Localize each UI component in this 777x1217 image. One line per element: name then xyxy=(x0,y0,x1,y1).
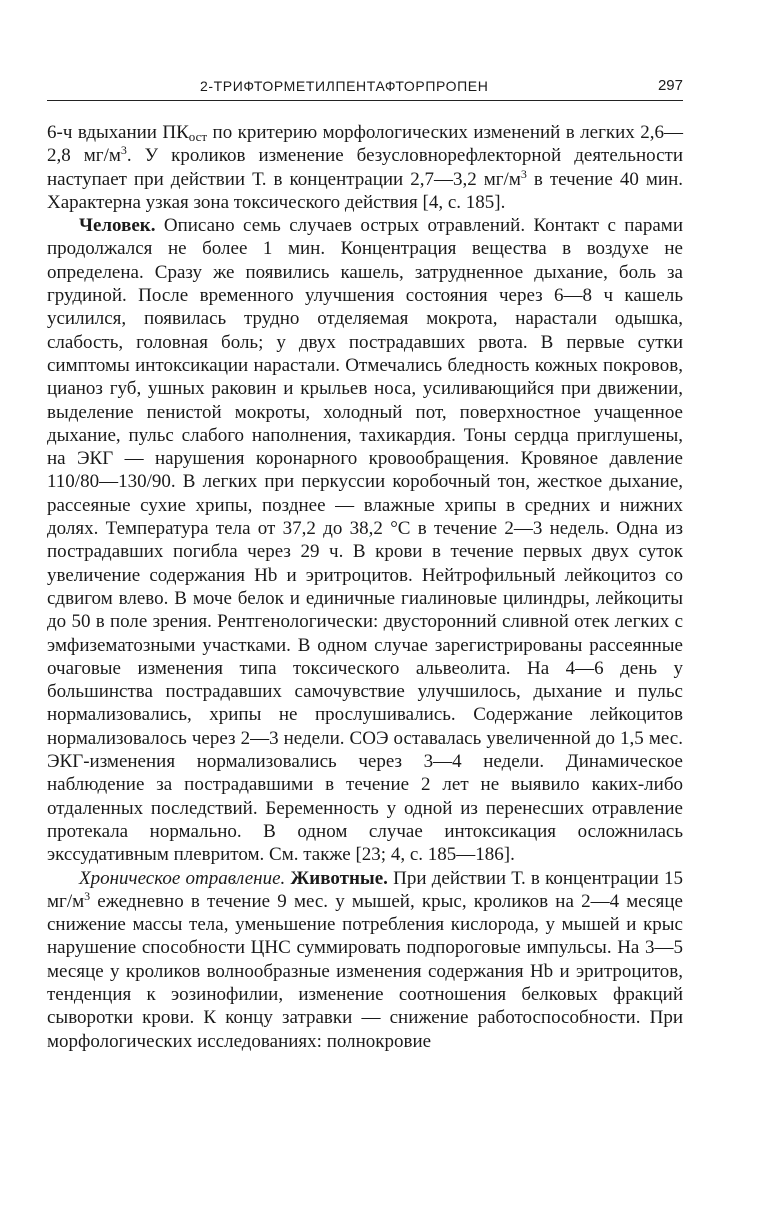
running-title: 2-ТРИФТОРМЕТИЛПЕНТАФТОРПРОПЕН xyxy=(200,78,489,94)
text-run: Описано семь случаев острых отравлений. Контакт с парами продолжался не более 1 мин. Концентрация вещества в воздухе не определена. Сразу же появились кашель, затрудненное дыхание, боль за грудиной. После временного улучшения состояния через 6—8 ч кашель усилился, появилась трудно отделяемая мокрота, нарастали одышка, слабость, головная боль; у двух пострадавших рвота. В первые сутки симптомы интоксикации нарастали. Отмечались бледность кожных покровов, цианоз губ, ушных раковин и крыльев носа, усиливающийся при движении, выделение пенистой мокроты, холодный пот, поверхностное учащенное дыхание, пульс слабого наполнения, тахикардия. Тоны сердца приглушены, на ЭКГ — нарушения коронарного кровообращения. Кровяное давление 110/80—130/90. В легких при перкуссии коробочный тон, жесткое дыхание, рассеяные сухие хрипы, позднее — влажные хрипы в средних и нижних долях. Температура тела от 37,2 до 38,2 °C в течение 2—3 недель. Одна из пострадавших погибла через 29 ч. В крови в течение первых двух суток увеличение содержания Hb и эритроцитов. Нейтрофильный лейкоцитоз со сдвигом влево. В моче белок и единичные гиалиновые цилиндры, лейкоциты до 50 в поле зрения. Рентгенологически: двусторонний сливной отек легких с эмфизематозными участками. В одном случае зарегистрированы рассеянные очаговые изменения типа токсического альвеолита. На 4—6 день у большинства пострадавших самочувствие улучшилось, дыхание и пульс нормализовались, хрипы не прослушивались. Содержание лейкоцитов нормализовалось через 2—3 недели. СОЭ оставалась увеличенной до 1,5 мес. ЭКГ-изменения нормализовались через 3—4 недели. Динамическое наблюдение за пострадавшими в течение 2 лет не выявило каких-либо отдаленных последствий. Беременность у одной из перенесших отравление протекала нормально. В одном случае интоксикация осложнилась экссудативным плевритом. См. также [23; 4, с. 185—186]. xyxy=(47,215,683,866)
section-lead-animals: Животные. xyxy=(285,867,388,889)
text-run: . У кроликов изменение безусловнорефлекторной деятельности наступает при действии Т. в концентрации 2,7—3,2 мг/м xyxy=(47,145,683,190)
superscript: 3 xyxy=(84,888,91,903)
paragraph-chronic xyxy=(47,867,683,1053)
text-run: При действии Т. в концентрации 15 мг/м xyxy=(47,867,683,912)
page-body xyxy=(47,121,683,1053)
superscript: 3 xyxy=(120,143,127,158)
running-header xyxy=(47,76,683,101)
superscript: 3 xyxy=(520,166,527,181)
section-lead-human: Человек. xyxy=(79,215,156,237)
text-run: ежедневно в течение 9 мес. у мышей, крыс, кроликов на 2—4 месяце снижение массы тела, уменьшение потребления кислорода, у мышей и крыс нарушение способности ЦНС суммировать подпороговые импульсы. На 3—5 месяце у кроликов волнообразные изменения содержания Hb и эритроцитов, тенденция к эозинофилии, изменение соотношения белковых фракций сыворотки крови. К концу затравки — снижение работоспособности. При морфологических исследованиях: полнокровие xyxy=(47,890,683,1052)
page-number: 297 xyxy=(657,77,683,94)
paragraph-continuation xyxy=(47,121,683,214)
section-lead-chronic: Хроническое отравление. xyxy=(79,867,286,889)
text-run: в течение 40 мин. Характерна узкая зона токсического действия [4, с. 185]. xyxy=(47,168,683,213)
paragraph-human xyxy=(47,214,683,866)
subscript: ост xyxy=(188,129,208,144)
text-run: по критерию морфологических изменений в легких 2,6—2,8 мг/м xyxy=(47,122,683,167)
text-run: 6-ч вдыхании ПК xyxy=(47,122,189,143)
